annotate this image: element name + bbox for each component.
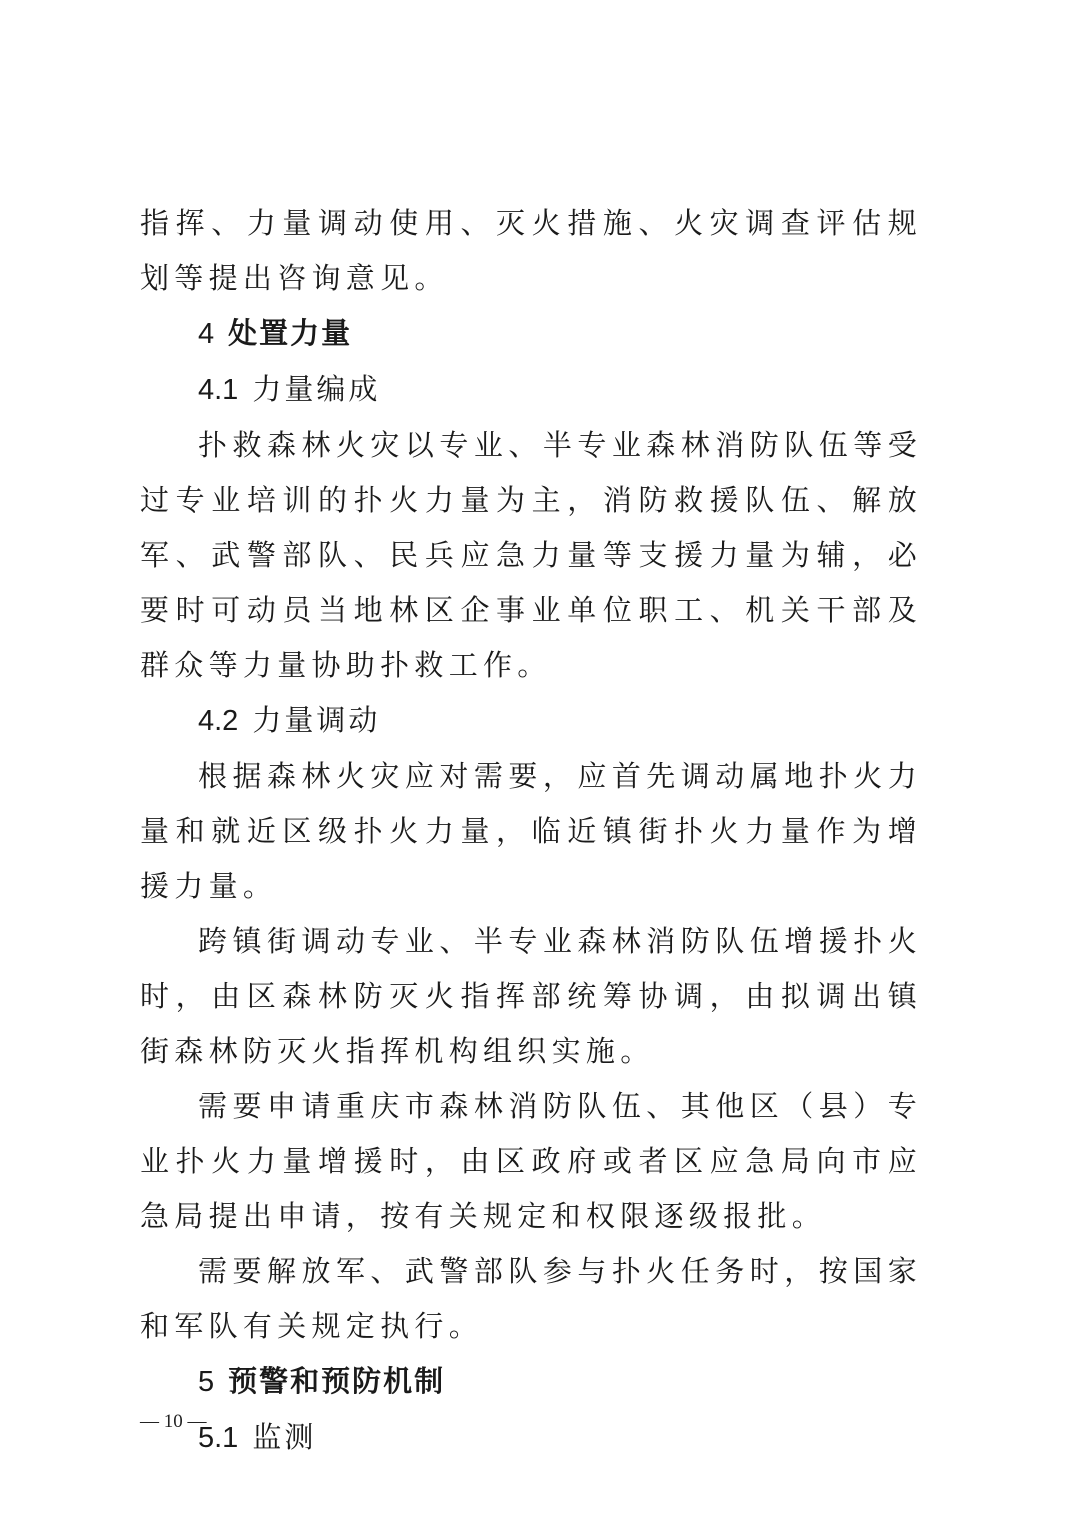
subsection-number: 4.2 (198, 705, 239, 737)
subsection-title: 力量编成 (252, 372, 381, 406)
section-title: 处置力量 (228, 316, 353, 350)
subsection-number: 5.1 (198, 1422, 239, 1454)
page-number: — 10 — (140, 1411, 207, 1432)
paragraph: 需要申请重庆市森林消防队伍、其他区（县）专业扑火力量增援时，由区政府或者区应急局向市应急局提出申请，按有关规定和权限逐级报批。 (140, 1089, 922, 1233)
section-number: 5 (198, 1366, 215, 1398)
subsection-heading (140, 362, 922, 418)
section-heading (140, 1354, 922, 1410)
subsection-title: 力量调动 (252, 703, 381, 737)
paragraph: 跨镇街调动专业、半专业森林消防队伍增援扑火时，由区森林防灭火指挥部统筹协调，由拟调出镇街森林防灭火指挥机构组织实施。 (140, 924, 922, 1068)
subsection-heading (140, 693, 922, 749)
subsection-heading (140, 1410, 922, 1466)
paragraph: 指挥、力量调动使用、灭火措施、火灾调查评估规划等提出咨询意见。 (140, 206, 922, 295)
paragraph: 需要解放军、武警部队参与扑火任务时，按国家和军队有关规定执行。 (140, 1254, 922, 1343)
paragraph: 扑救森林火灾以专业、半专业森林消防队伍等受过专业培训的扑火力量为主，消防救援队伍、解放军、武警部队、民兵应急力量等支援力量为辅，必要时可动员当地林区企事业单位职工、机关干部及群众等力量协助扑救工作。 (140, 428, 922, 682)
section-title: 预警和预防机制 (228, 1364, 446, 1398)
paragraph: 根据森林火灾应对需要，应首先调动属地扑火力量和就近区级扑火力量，临近镇街扑火力量作为增援力量。 (140, 759, 922, 903)
subsection-number: 4.1 (198, 374, 239, 406)
section-number: 4 (198, 318, 215, 350)
section-heading (140, 306, 922, 362)
subsection-title: 监测 (252, 1420, 317, 1454)
document-body (140, 196, 922, 1466)
